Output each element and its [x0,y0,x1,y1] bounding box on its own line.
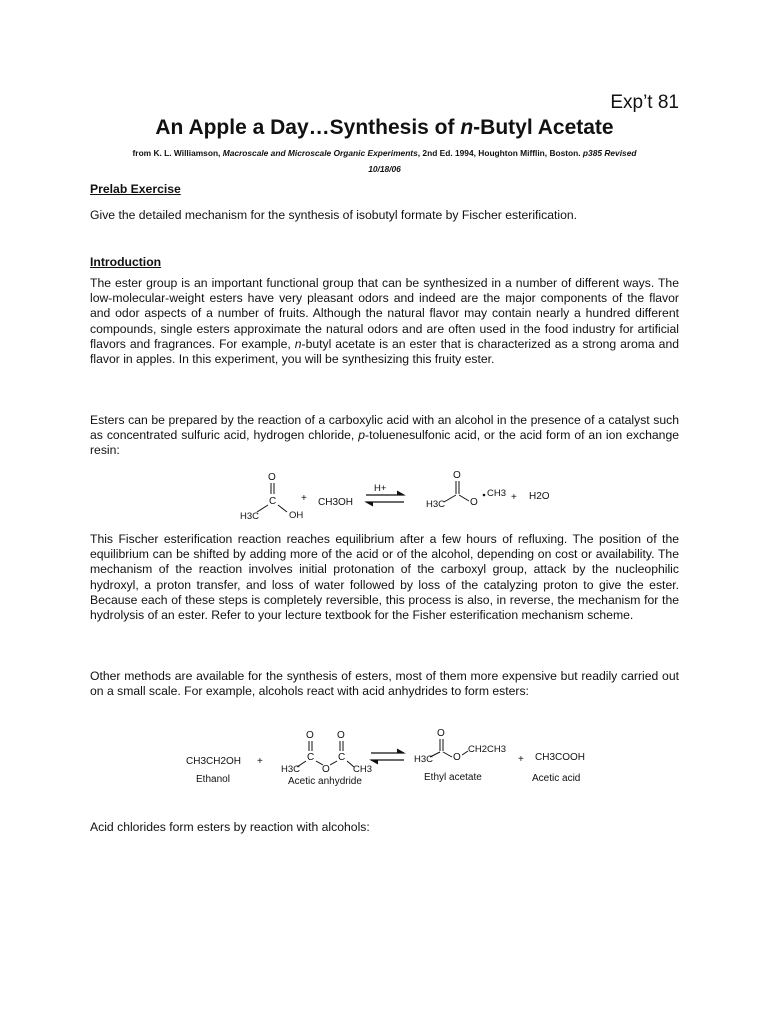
title-italic-n: n [460,116,474,139]
ester-carbonyl-o: O [453,470,461,481]
acetic-acid-label: Acetic acid [532,773,581,784]
anhydride-bridge-o: O [322,764,330,775]
introduction-heading: Introduction [90,255,162,269]
acid-catalyst: H+ [374,483,387,494]
acid-methyl-h3c: H3C [240,511,260,522]
anhydride-ch3: CH3 [353,764,373,775]
source-book-title: Macroscale and Microscale Organic Experiments [222,148,418,158]
intro-paragraph-5: Acid chlorides form esters by reaction with alcohols: [90,820,370,834]
fischer-esterification-scheme [0,460,768,528]
anhydride-label: Acetic anhydride [288,776,362,787]
ethyl-acetate-ester-o: O [453,752,461,763]
source-text-1: from K. L. Williamson, [132,148,223,158]
source-text-2: , 2nd Ed. 1994, Houghton Mifflin, Boston. [417,148,581,158]
source-revised: p385 Revised [580,148,637,158]
prelab-heading: Prelab Exercise [90,182,181,196]
ester-methyl-h3c: H3C [426,499,446,510]
ester-ch3: CH3 [487,488,507,499]
intro-p2-text-a: Esters can be prepared by the reaction of a carboxylic acid with an alcohol in the presence of a catalyst such as concentrated sulfuric acid, hydrogen chloride, [90,413,679,443]
ethanol-label: Ethanol [196,774,230,785]
plus-sign-3: + [257,756,263,767]
ethyl-acetate-h3c: H3C [414,754,434,765]
intro-paragraph-2 [90,413,679,459]
plus-sign-1: + [301,493,307,504]
experiment-number: Exp’t 81 [610,92,679,113]
acid-hydroxyl: OH [289,510,304,521]
ethanol-formula: CH3CH2OH [186,756,242,767]
title-text-2: -Butyl Acetate [473,116,614,139]
intro-p1-text-b: -butyl acetate is an ester that is characterized as a strong aroma and flavor in apples. In this experiment, you will be synthesizing this fruity ester. [90,336,679,367]
ester-oxygen: O [470,497,478,508]
intro-paragraph-4: Other methods are available for the synthesis of esters, most of them more expensive but readily carried out on a small scale. For example, alcohols react with acid anhydrides to form esters: [90,669,679,699]
methanol-formula: CH3OH [318,497,354,508]
plus-sign-2: + [511,492,517,503]
intro-paragraph-3: This Fischer esterification reaction reaches equilibrium after a few hours of refluxing. The position of the equilibrium can be shifted by adding more of the acid or of the alcohol, depending on cost or availability. The mechanism of the reaction involves initial protonation of the carboxyl group, attack by the nucleophilic hydroxyl, a proton transfer, and loss of water followed by loss of the catalyzing proton to give the ester. Because each of these steps is completely reversible, this process is also, in reverse, the mechanism for the hydrolysis of an ester. Refer to your lecture textbook for the Fisher esterification mechanism scheme. [90,532,679,623]
anhydride-h3c: H3C [281,764,301,775]
ethyl-acetate-o: O [437,728,445,739]
acetic-acid-formula: CH3COOH [535,752,586,763]
intro-p2-italic: p [358,428,366,443]
acid-carbon: C [269,496,277,507]
intro-p1-italic: n [294,336,302,351]
plus-sign-4: + [518,754,524,765]
source-date: 10/18/06 [368,164,401,174]
anhydride-o-1: O [306,730,314,741]
source-citation [90,145,679,177]
intro-p2-text-b: -toluenesulfonic acid, or the acid form of an ion exchange resin: [90,428,680,458]
ethyl-acetate-ethyl: CH2CH3 [468,744,507,755]
intro-paragraph-1 [90,276,679,367]
intro-p1-text-a: The ester group is an important functional group that can be synthesized in a number of different ways. The low-molecular-weight esters have very pleasant odors and indeed are the major components of the flavor and odor aspects of a number of fruits. Although the natural flavor may contain nearly a hundred different compounds, single esters approximate the natural odors and are often used in the food industry for artificial flavors and fragrances. For example, [90,276,679,351]
title-text-1: An Apple a Day…Synthesis of [155,116,461,139]
anhydride-c-2: C [338,752,346,763]
acid-carbonyl-o: O [268,472,276,483]
document-title [90,116,679,140]
water-formula: H2O [529,491,550,502]
prelab-text: Give the detailed mechanism for the synthesis of isobutyl formate by Fischer esterification. [90,208,578,222]
anhydride-o-2: O [337,730,345,741]
anhydride-c-1: C [307,752,315,763]
anhydride-esterification-scheme [0,722,768,794]
ethyl-acetate-label: Ethyl acetate [424,772,482,783]
